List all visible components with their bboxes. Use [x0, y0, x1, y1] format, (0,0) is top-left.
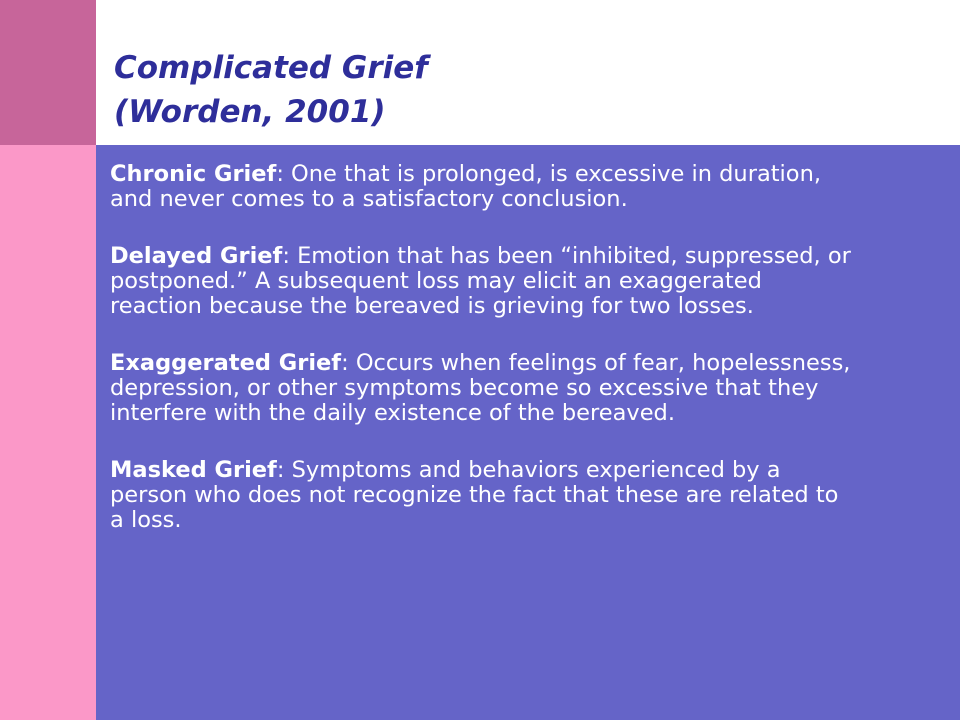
corner-accent-block [0, 0, 96, 145]
square-bullet-icon [76, 251, 83, 258]
bullet-item-delayed-grief [72, 244, 852, 319]
slide-title-line-2: (Worden, 2001) [114, 94, 386, 130]
square-bullet-icon [76, 358, 83, 365]
bullet-text: : One that is prolonged, is excessive in duration, and never comes to a satisfactory conclusion. [110, 161, 821, 212]
bullet-text: : Symptoms and behaviors experienced by a person who does not recognize the fact that these are related to a loss. [110, 457, 839, 533]
bullet-item-masked-grief [72, 458, 852, 533]
square-bullet-icon [76, 465, 83, 472]
bullet-term: Exaggerated Grief [110, 350, 342, 376]
bullet-term: Chronic Grief [110, 161, 277, 187]
bullet-term: Delayed Grief [110, 243, 283, 269]
bullet-item-exaggerated-grief [72, 351, 852, 426]
bullet-text: : Emotion that has been “inhibited, suppressed, or postponed.” A subsequent loss may elicit an exaggerated reaction because the bereaved is grieving for two losses. [110, 243, 851, 319]
slide-title [114, 46, 428, 134]
bullet-text: : Occurs when feelings of fear, hopelessness, depression, or other symptoms become so excessive that they interfere with the daily existence of the bereaved. [110, 350, 851, 426]
bullet-item-chronic-grief [72, 162, 852, 212]
slide-title-line-1: Complicated Grief [114, 50, 428, 86]
square-bullet-icon [76, 169, 83, 176]
bullet-term: Masked Grief [110, 457, 277, 483]
bullet-list [72, 162, 852, 533]
